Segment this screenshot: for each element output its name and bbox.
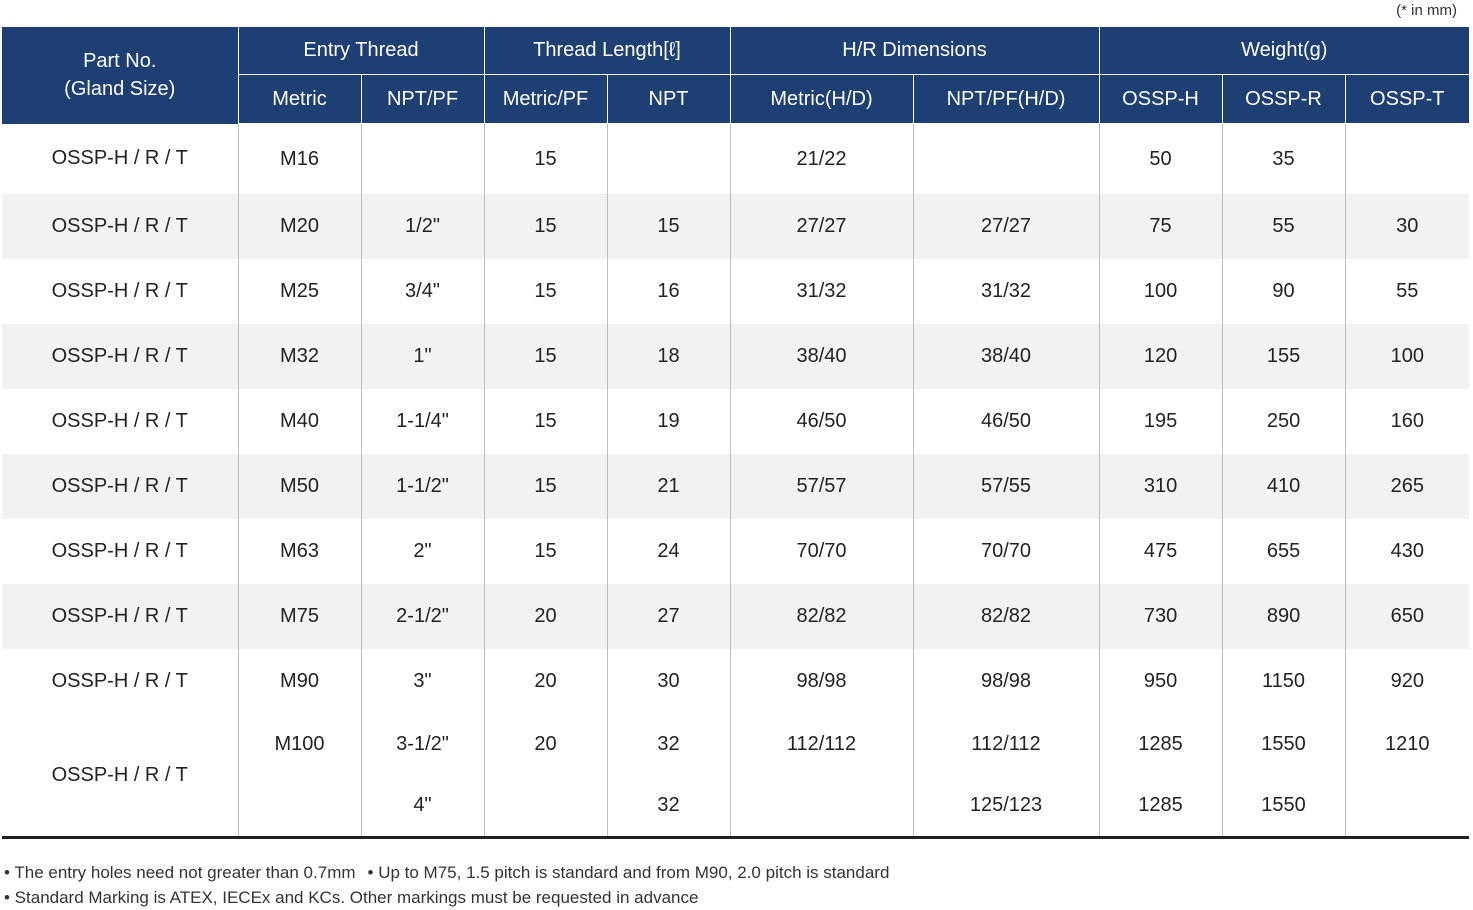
cell-weight-t: 30	[1345, 194, 1469, 259]
cell-weight-h: 310	[1099, 454, 1222, 519]
cell-metric	[238, 775, 361, 838]
header-thread-length: Thread Length[ℓ]	[484, 27, 730, 75]
header-metric-hd: Metric(H/D)	[730, 75, 913, 124]
header-npt: NPT	[607, 75, 730, 124]
cell-dim-npt: 125/123	[913, 775, 1099, 838]
cell-len-metric: 20	[484, 714, 607, 775]
cell-npt-pf: 3/4"	[361, 259, 484, 324]
cell-dim-metric: 31/32	[730, 259, 913, 324]
spec-table	[2, 27, 1469, 839]
cell-len-npt: 32	[607, 714, 730, 775]
cell-weight-t: 265	[1345, 454, 1469, 519]
cell-dim-npt: 82/82	[913, 584, 1099, 649]
cell-dim-npt	[913, 124, 1099, 195]
cell-npt-pf	[361, 124, 484, 195]
cell-weight-t: 920	[1390, 670, 1424, 692]
cell-len-metric: 15	[484, 194, 607, 259]
cell-len-npt: 27	[607, 584, 730, 649]
cell-weight-t: 100	[1345, 324, 1469, 389]
cell-dim-npt: 70/70	[913, 519, 1099, 584]
table-row	[2, 194, 1469, 259]
cell-weight-t	[1345, 124, 1469, 195]
cell-len-metric: 15	[484, 389, 607, 454]
header-metric: Metric	[238, 75, 361, 124]
cell-dim-metric: 98/98	[730, 649, 913, 714]
cell-len-metric: 15	[484, 324, 607, 389]
cell-dim-npt: 46/50	[913, 389, 1099, 454]
table-row	[2, 259, 1469, 324]
cell-weight-t: 55	[1396, 280, 1419, 302]
cell-dim-metric: 70/70	[730, 519, 913, 584]
cell-dim-npt: 27/27	[913, 194, 1099, 259]
header-row-1	[2, 27, 1469, 75]
cell-len-metric	[484, 775, 607, 838]
cell-weight-r: 55	[1222, 194, 1345, 259]
cell-metric: M50	[238, 454, 361, 519]
cell-metric: M100	[238, 714, 361, 775]
table-row	[2, 649, 1469, 714]
cell-metric: M16	[238, 124, 361, 195]
table-row	[2, 714, 1469, 775]
cell-npt-pf: 1-1/4"	[361, 389, 484, 454]
cell-len-metric: 15	[484, 124, 607, 195]
cell-npt-pf: 1"	[361, 324, 484, 389]
cell-weight-r: 35	[1222, 124, 1345, 195]
cell-dim-metric: 57/57	[730, 454, 913, 519]
cell-dim-npt: 57/55	[913, 454, 1099, 519]
cell-dim-npt: 112/112	[913, 714, 1099, 775]
cell-metric: M63	[238, 519, 361, 584]
cell-metric: M75	[238, 584, 361, 649]
cell-npt-pf: 1-1/2"	[361, 454, 484, 519]
cell-metric: M90	[238, 649, 361, 714]
cell-weight-h: 950	[1099, 649, 1222, 714]
header-npt-pf: NPT/PF	[361, 75, 484, 124]
cell-weight-h: 195	[1099, 389, 1222, 454]
cell-dim-npt: 38/40	[913, 324, 1099, 389]
header-weight: Weight(g)	[1099, 27, 1469, 75]
header-npt-pf-hd: NPT/PF(H/D)	[913, 75, 1099, 124]
cell-dim-npt: 98/98	[913, 649, 1099, 714]
header-ossp-r: OSSP-R	[1222, 75, 1345, 124]
cell-part: OSSP-H / R / T	[2, 649, 238, 714]
table-row	[2, 324, 1469, 389]
cell-weight-t: 1210	[1385, 733, 1430, 755]
cell-weight-h: 75	[1099, 194, 1222, 259]
cell-weight-t: 650	[1345, 584, 1469, 649]
cell-weight-r: 1550	[1222, 775, 1345, 838]
cell-len-npt: 21	[607, 454, 730, 519]
table-row	[2, 584, 1469, 649]
cell-dim-metric: 112/112	[730, 714, 913, 775]
cell-part: OSSP-H / R / T	[2, 324, 238, 389]
cell-len-npt: 32	[607, 775, 730, 838]
cell-len-metric: 20	[484, 584, 607, 649]
cell-len-metric: 15	[484, 519, 607, 584]
cell-dim-metric	[730, 775, 913, 838]
cell-part: OSSP-H / R / T	[2, 389, 238, 454]
cell-weight-h: 1285	[1099, 775, 1222, 838]
cell-len-metric: 15	[484, 454, 607, 519]
cell-npt-pf: 2-1/2"	[361, 584, 484, 649]
cell-weight-r: 1550	[1222, 714, 1345, 775]
header-ossp-h: OSSP-H	[1099, 75, 1222, 124]
cell-len-npt: 15	[607, 194, 730, 259]
cell-dim-metric: 21/22	[730, 124, 913, 195]
cell-len-npt: 24	[607, 519, 730, 584]
cell-weight-r: 655	[1222, 519, 1345, 584]
table-row	[2, 124, 1469, 195]
cell-len-npt	[607, 124, 730, 195]
cell-npt-pf: 3"	[361, 649, 484, 714]
cell-dim-metric: 38/40	[730, 324, 913, 389]
cell-npt-pf: 1/2"	[361, 194, 484, 259]
cell-len-metric: 20	[484, 649, 607, 714]
footnote-marking: • Standard Marking is ATEX, IECEx and KCs. Other markings must be requested in advance	[4, 888, 699, 907]
cell-len-metric: 15	[484, 259, 607, 324]
cell-metric: M20	[238, 194, 361, 259]
cell-weight-t: 430	[1390, 540, 1424, 562]
footnote-pitch: • Up to M75, 1.5 pitch is standard and from M90, 2.0 pitch is standard	[367, 863, 890, 882]
header-ossp-t: OSSP-T	[1345, 75, 1469, 124]
footnote-line-1	[4, 860, 889, 885]
cell-part: OSSP-H / R / T	[2, 259, 238, 324]
cell-part: OSSP-H / R / T	[2, 519, 238, 584]
table-row	[2, 389, 1469, 454]
cell-weight-h: 50	[1099, 124, 1222, 195]
table-row	[2, 454, 1469, 519]
cell-part: OSSP-H / R / T	[2, 714, 238, 838]
unit-note: (* in mm)	[1396, 2, 1457, 19]
header-part-no	[2, 27, 238, 124]
cell-weight-r: 890	[1222, 584, 1345, 649]
cell-weight-t	[1345, 775, 1469, 838]
cell-weight-h: 475	[1099, 519, 1222, 584]
cell-weight-r: 410	[1222, 454, 1345, 519]
cell-weight-h: 120	[1099, 324, 1222, 389]
cell-len-npt: 30	[607, 649, 730, 714]
cell-part: OSSP-H / R / T	[2, 124, 238, 195]
cell-weight-r: 155	[1222, 324, 1345, 389]
table-row	[2, 519, 1469, 584]
cell-npt-pf: 4"	[361, 775, 484, 838]
footnotes	[4, 860, 889, 910]
cell-len-npt: 19	[607, 389, 730, 454]
header-metric-pf: Metric/PF	[484, 75, 607, 124]
cell-len-npt: 18	[607, 324, 730, 389]
cell-weight-r: 1150	[1222, 649, 1345, 714]
cell-weight-r: 250	[1222, 389, 1345, 454]
cell-weight-h: 100	[1099, 259, 1222, 324]
cell-metric: M40	[238, 389, 361, 454]
header-part-no-line2: (Gland Size)	[64, 78, 176, 101]
header-entry-thread: Entry Thread	[238, 27, 484, 75]
cell-metric: M25	[238, 259, 361, 324]
cell-dim-npt: 31/32	[913, 259, 1099, 324]
cell-metric: M32	[238, 324, 361, 389]
cell-weight-r: 90	[1222, 259, 1345, 324]
cell-part: OSSP-H / R / T	[2, 584, 238, 649]
header-part-no-line1: Part No.	[83, 50, 157, 73]
cell-len-npt: 16	[607, 259, 730, 324]
footnote-entry-holes: • The entry holes need not greater than 0.7mm	[4, 863, 356, 882]
cell-weight-t: 160	[1390, 410, 1424, 432]
cell-npt-pf: 3-1/2"	[361, 714, 484, 775]
cell-dim-metric: 27/27	[730, 194, 913, 259]
cell-part: OSSP-H / R / T	[2, 454, 238, 519]
cell-npt-pf: 2"	[361, 519, 484, 584]
cell-weight-h: 730	[1099, 584, 1222, 649]
header-hr-dimensions: H/R Dimensions	[730, 27, 1099, 75]
cell-dim-metric: 82/82	[730, 584, 913, 649]
cell-weight-h: 1285	[1099, 714, 1222, 775]
cell-dim-metric: 46/50	[730, 389, 913, 454]
cell-part: OSSP-H / R / T	[2, 194, 238, 259]
